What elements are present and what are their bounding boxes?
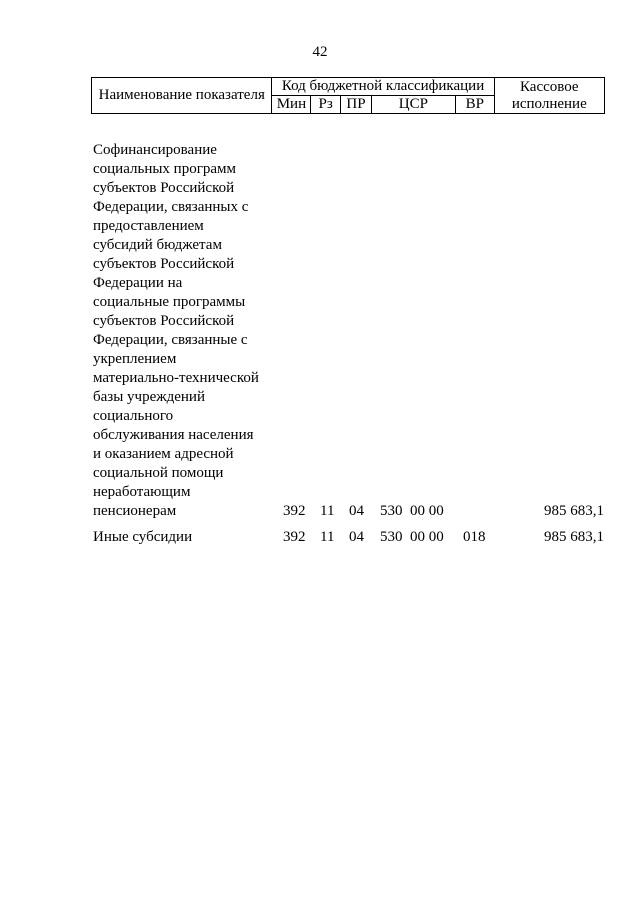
- row-name: Софинансирование социальных программ субъектов Российской Федерации, связанных с предоставлением субсидий бюджетам субъектов Российской Федерации на социальные программы субъектов Российской Федерации, связанные с укреплением материально-технической базы учреждений социального обслуживания населения и оказанием адресной социальной помощи неработающим пенсионерам: [93, 142, 259, 519]
- header-col-pr: ПР: [341, 96, 372, 114]
- row-sum: 985 683,1: [544, 503, 604, 519]
- header-col-min: Мин: [272, 96, 311, 114]
- row-vr: 018: [463, 529, 486, 545]
- page-number: 42: [312, 44, 328, 60]
- header-name: Наименование показателя: [92, 78, 272, 114]
- row-sum: 985 683,1: [544, 529, 604, 545]
- row-rz: 11: [320, 503, 335, 519]
- row-name: Иные субсидии: [93, 529, 193, 545]
- header-kassa: [494, 78, 604, 114]
- row-rz: 11: [320, 529, 335, 545]
- header-col-vr: ВР: [455, 96, 494, 114]
- row-min: 392: [283, 503, 306, 519]
- row-pr: 04: [349, 529, 364, 545]
- table-header: [91, 77, 605, 114]
- row-csr: 530 00 00: [380, 503, 444, 519]
- header-code-group: Код бюджетной классификации: [272, 78, 494, 96]
- row-min: 392: [283, 529, 306, 545]
- header-kassa-line1: Кассовое: [519, 78, 579, 95]
- row-pr: 04: [349, 503, 364, 519]
- header-col-csr: ЦСР: [371, 96, 455, 114]
- header-col-rz: Рз: [311, 96, 341, 114]
- row-csr: 530 00 00: [380, 529, 444, 545]
- header-kassa-line2: исполнение: [511, 95, 587, 112]
